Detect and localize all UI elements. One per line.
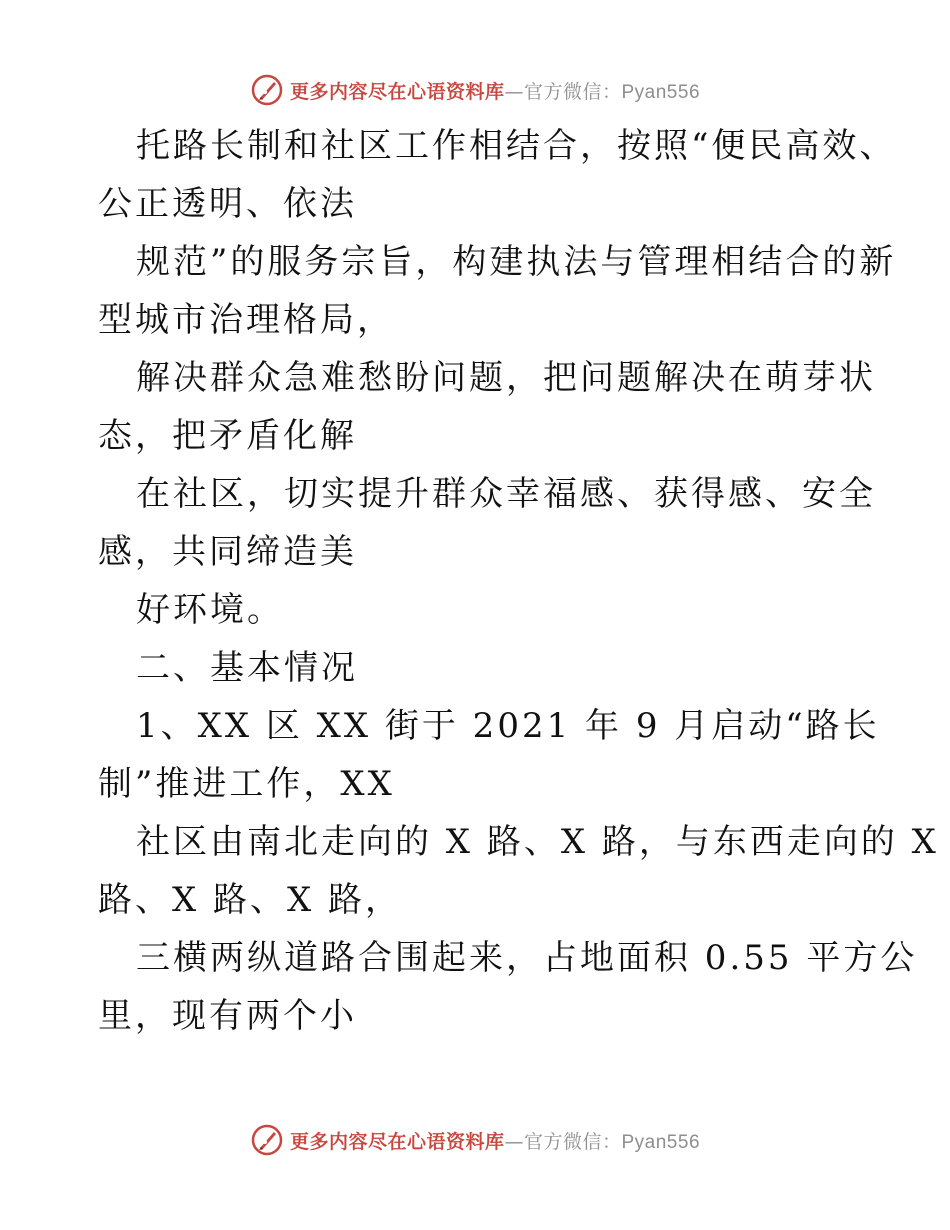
text-line: 路、X 路、X 路， [98, 880, 403, 920]
quill-pen-icon [250, 73, 284, 107]
text-line: 制”推进工作，XX [98, 764, 395, 804]
quill-pen-icon [250, 1123, 284, 1157]
text-line: 解决群众急难愁盼问题，把问题解决在萌芽状 [136, 358, 876, 398]
banner-dash: — [504, 1130, 524, 1153]
text-line: 里，现有两个小 [98, 996, 357, 1036]
banner-brand-text: 更多内容尽在心语资料库 [289, 1130, 505, 1153]
banner-wechat-id: Pyan556 [621, 81, 701, 103]
header-banner [0, 70, 950, 110]
text-line: 规范”的服务宗旨，构建执法与管理相结合的新 [136, 242, 897, 282]
banner-wechat-label: 官方微信： [523, 80, 622, 103]
banner-brand-text: 更多内容尽在心语资料库 [289, 80, 505, 103]
text-line: 在社区，切实提升群众幸福感、获得感、安全 [136, 474, 876, 514]
banner-wechat-label: 官方微信： [523, 1130, 622, 1153]
text-line: 型城市治理格局， [98, 300, 394, 340]
footer-banner [0, 1120, 950, 1160]
text-line: 感，共同缔造美 [98, 532, 357, 572]
text-line: 托路长制和社区工作相结合，按照“便民高效、 [136, 126, 897, 166]
text-line: 公正透明、依法 [98, 184, 357, 224]
section-heading: 二、基本情况 [136, 648, 358, 688]
banner-content [250, 73, 700, 107]
banner-text [290, 77, 700, 104]
banner-text [290, 1127, 700, 1154]
banner-dash: — [504, 80, 524, 103]
text-line: 三横两纵道路合围起来，占地面积 0.55 平方公 [136, 938, 918, 978]
text-line: 态，把矛盾化解 [98, 416, 357, 456]
text-line: 好环境。 [136, 590, 284, 630]
text-line: 1、XX 区 XX 街于 2021 年 9 月启动“路长 [136, 706, 880, 746]
banner-content [250, 1123, 700, 1157]
text-line: 社区由南北走向的 X 路、X 路，与东西走向的 X [136, 822, 939, 862]
banner-wechat-id: Pyan556 [621, 1131, 701, 1153]
